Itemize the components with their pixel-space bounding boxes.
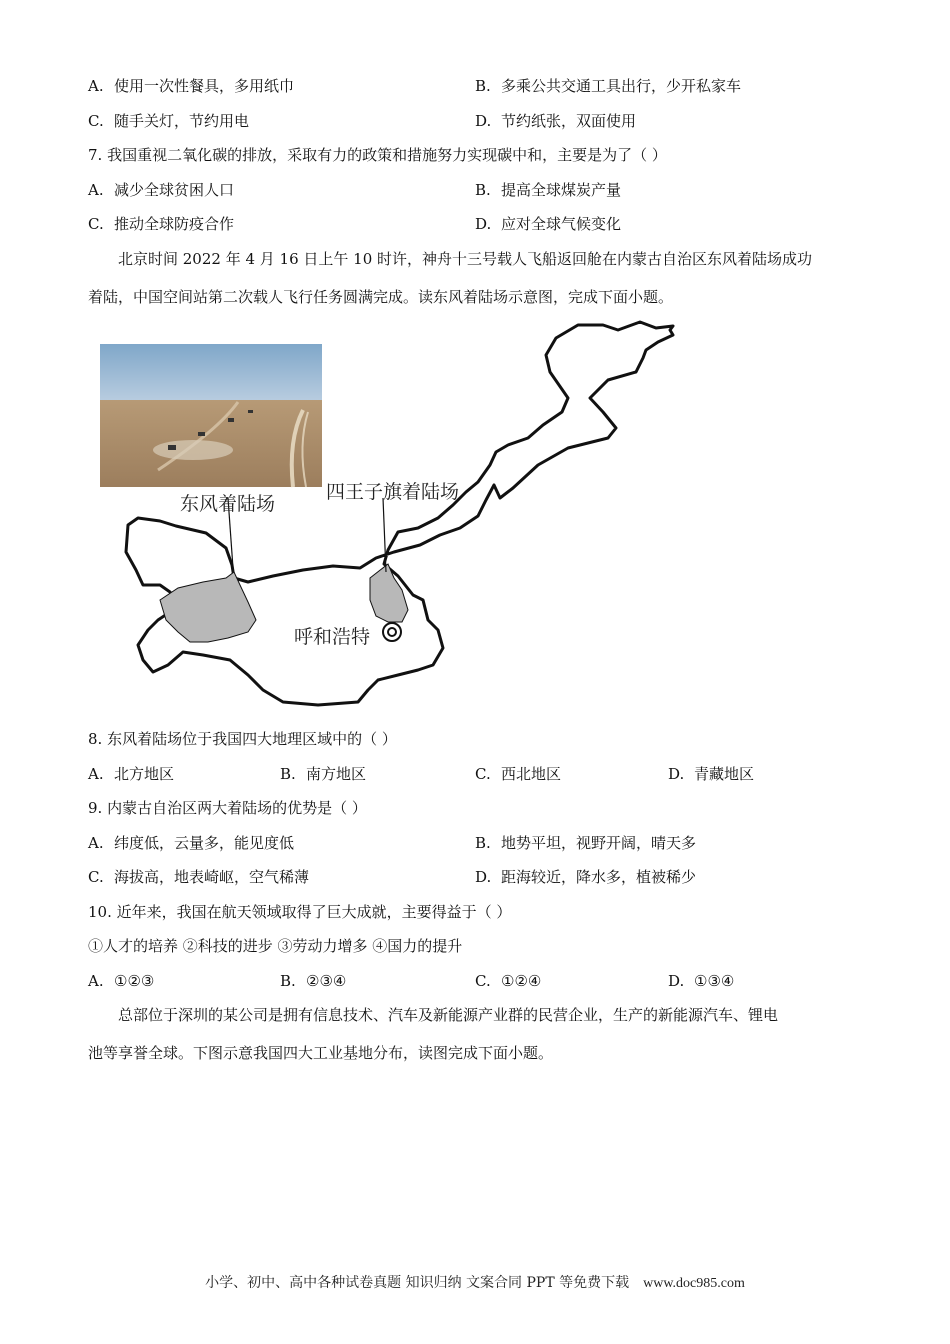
- label-hohhot: 呼和浩特: [294, 626, 371, 648]
- footer-url[interactable]: www.doc985.com: [643, 1276, 745, 1291]
- q7-option-c: C. 推动全球防疫合作: [88, 215, 235, 233]
- q9-option-d: D. 距海较近，降水多，植被稀少: [475, 868, 697, 886]
- inner-mongolia-map: [98, 320, 688, 710]
- desert-landing-photo: [100, 344, 322, 487]
- q9-option-c: C. 海拔高，地表崎岖，空气稀薄: [88, 868, 310, 886]
- q6-option-c: C. 随手关灯，节约用电: [88, 112, 250, 130]
- passage2-line2: 池等享誉全球。下图示意我国四大工业基地分布，读图完成下面小题。: [88, 1044, 554, 1062]
- q7-option-b: B. 提高全球煤炭产量: [475, 181, 622, 199]
- q8-option-d: D. 青藏地区: [668, 765, 755, 783]
- q9-option-a: A. 纬度低，云量多，能见度低: [88, 834, 295, 852]
- q10-items: ①人才的培养 ②科技的进步 ③劳动力增多 ④国力的提升: [88, 937, 463, 955]
- q10-option-c: C. ①②④: [475, 972, 542, 990]
- footer-text: 小学、初中、高中各种试卷真题 知识归纳 文案合同 PPT 等免费下载: [205, 1275, 630, 1291]
- q9-stem: 9. 内蒙古自治区两大着陆场的优势是（ ）: [88, 799, 367, 817]
- passage1-line1: 北京时间 2022 年 4 月 16 日上午 10 时许，神舟十三号载人飞船返回舱在内蒙古自治区东风着陆场成功: [118, 250, 813, 268]
- q7-option-a: A. 减少全球贫困人口: [88, 181, 235, 199]
- q6-option-a: A. 使用一次性餐具，多用纸巾: [88, 77, 295, 95]
- q6-option-d: D. 节约纸张，双面使用: [475, 112, 637, 130]
- q6-option-b: B. 多乘公共交通工具出行，少开私家车: [475, 77, 742, 95]
- label-siziwang: 四王子旗着陆场: [326, 481, 460, 503]
- q9-option-b: B. 地势平坦，视野开阔，晴天多: [475, 834, 697, 852]
- q7-stem: 7. 我国重视二氧化碳的排放，采取有力的政策和措施努力实现碳中和，主要是为了（ ）: [88, 146, 667, 164]
- q10-option-b: B. ②③④: [280, 972, 347, 990]
- page-footer: [0, 1272, 950, 1292]
- q10-option-a: A. ①②③: [88, 972, 155, 990]
- q8-option-a: A. 北方地区: [88, 765, 175, 783]
- q7-option-d: D. 应对全球气候变化: [475, 215, 622, 233]
- q8-stem: 8. 东风着陆场位于我国四大地理区域中的（ ）: [88, 730, 397, 748]
- q10-stem: 10. 近年来，我国在航天领域取得了巨大成就，主要得益于（ ）: [88, 903, 512, 921]
- passage1-line2: 着陆，中国空间站第二次载人飞行任务圆满完成。读东风着陆场示意图，完成下面小题。: [88, 288, 674, 306]
- q8-option-c: C. 西北地区: [475, 765, 562, 783]
- label-dongfeng: 东风着陆场: [180, 493, 276, 515]
- capital-city-icon: [383, 623, 401, 641]
- q10-option-d: D. ①③④: [668, 972, 735, 990]
- q8-option-b: B. 南方地区: [280, 765, 367, 783]
- passage2-line1: 总部位于深圳的某公司是拥有信息技术、汽车及新能源产业群的民营企业，生产的新能源汽车、锂电: [118, 1006, 779, 1024]
